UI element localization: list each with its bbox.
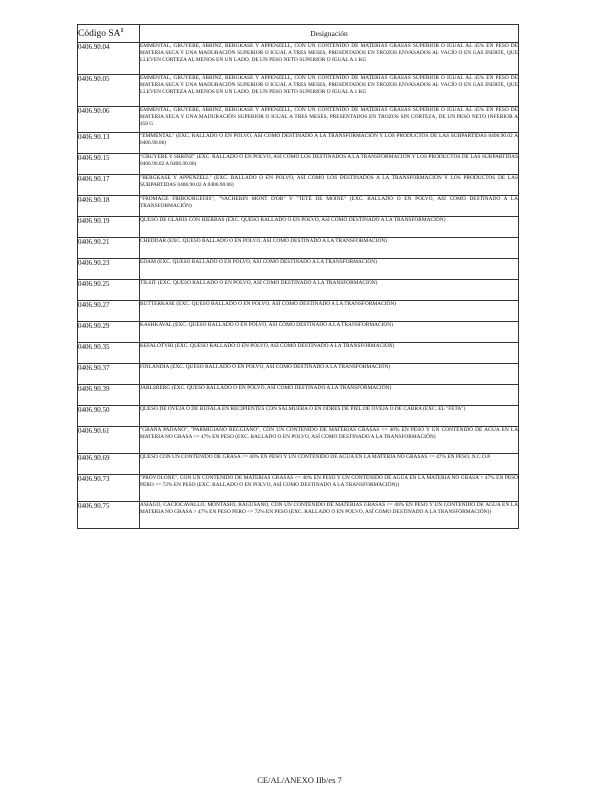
table-row [78, 475, 519, 502]
table-row [78, 154, 519, 175]
hs-code-cell: 0406.90.19 [78, 217, 140, 238]
table-row [78, 238, 519, 259]
hs-code-cell: 0406.90.06 [78, 107, 140, 133]
table-row [78, 502, 519, 529]
hs-code-cell: 0406.90.39 [78, 385, 140, 406]
table-row [78, 43, 519, 75]
tariff-table [77, 24, 519, 529]
hs-code-cell: 0406.90.73 [78, 475, 140, 502]
designation-cell: "GRANA PADANO", "PARMIGIANO REGGIANO", CON UN CONTENIDO DE MATERIAS GRASAS <= 40% EN PESO Y UN CONTENIDO DE AGUA EN LA MATERIA NO GRASA <= 47% EN PESO (EXC. RALLADO O EN POLVO, ASÍ COMO DESTINADO A LA TRANSFORMACIÓN) [140, 427, 519, 454]
header-code-label: Código SA [78, 29, 121, 40]
designation-cell: "BERGKASE Y APPENZELL" (EXC. RALLADO O EN POLVO, ASÍ COMO LOS DESTINADOS A LA TRANSFORMACIÓN Y LOS PRODUCTOS DE LAS SUBPARTIDAS 0406.90.02 A 0406.90.06) [140, 175, 519, 196]
designation-cell: EDAM (EXC. QUESO RALLADO O EN POLVO, ASÍ COMO DESTINADO A LA TRANSFORMACIÓN) [140, 259, 519, 280]
designation-cell: QUESO DE GLARIS CON HIERBAS (EXC. QUESO RALLADO O EN POLVO, ASÍ COMO DESTINADO A LA TRANSFORMACIÓN) [140, 217, 519, 238]
table-row [78, 364, 519, 385]
table-row [78, 427, 519, 454]
table-body [78, 43, 519, 529]
designation-cell: FINLANDIA (EXC. QUESO RALLADO O EN POLVO, ASÍ COMO DESTINADO A LA TRANSFORMACIÓN) [140, 364, 519, 385]
designation-cell: ASIAGO, CACIOCAVALLO, MONTASIO, RAGUSANO, CON UN CONTENIDO DE MATERIAS GRASAS <= 40% EN PESO Y UN CONTENIDO DE AGUA EN LA MATERIA NO GRASA > 47% EN PESO PERO <= 72% EN PESO (EXC. RALLADO O EN POLVO, ASÍ COMO DESTINADO A LA TRANSFORMACIÓN)) [140, 502, 519, 529]
designation-cell: EMMENTAL, GRUYÈRE, SBRINZ, BERGKÄSE Y APPENZELL, CON UN CONTENIDO DE MATERIAS GRASAS SUPERIOR O IGUAL AL 45% EN PESO DE MATERIA SECA Y UNA MADURACIÓN SUPERIOR O IGUAL A TRES MESES, PRESENTADOS EN TROZOS SIN CORTEZA, DE UN PESO NETO INFERIOR A 450 G [140, 107, 519, 133]
hs-code-cell: 0406.90.29 [78, 322, 140, 343]
table-header-row [78, 25, 519, 43]
table-row [78, 259, 519, 280]
table-row [78, 301, 519, 322]
hs-code-cell: 0406.90.50 [78, 406, 140, 427]
designation-cell: EMMENTAL, GRUYÈRE, SBRINZ, BERGKÄSE Y APPENZELL, CON UN CONTENIDO DE MATERIAS GRASAS SUPERIOR O IGUAL AL 45% EN PESO DE MATERIA SECA Y UNA MADURACIÓN SUPERIOR O IGUAL A TRES MESES, PRESENTADOS EN TROZOS ENVASADOS AL VACÍO O EN GAS INERTE, QUE LLEVEN CORTEZA AL MENOS EN UN LADO, DE UN PESO NETO SUPERIOR O IGUAL A 1 KG [140, 43, 519, 75]
table-row [78, 406, 519, 427]
hs-code-cell: 0406.90.13 [78, 133, 140, 154]
hs-code-cell: 0406.90.37 [78, 364, 140, 385]
designation-cell: BUTTERKASE (EXC. QUESO RALLADO O EN POLVO, ASÍ COMO DESTINADO A LA TRANSFORMACIÓN) [140, 301, 519, 322]
hs-code-cell: 0406.90.25 [78, 280, 140, 301]
table-row [78, 75, 519, 107]
hs-code-cell: 0406.90.05 [78, 75, 140, 107]
hs-code-cell: 0406.90.15 [78, 154, 140, 175]
hs-code-cell: 0406.90.18 [78, 196, 140, 217]
table-row [78, 196, 519, 217]
hs-code-cell: 0406.90.17 [78, 175, 140, 196]
table-row [78, 133, 519, 154]
designation-cell: "FROMAGE FRIBOURGEOIS", "VACHERIN MONT D'OR" Y "TÊTE DE MOINE" (EXC. RALLADO O EN POLVO, ASÍ COMO DESTINADO A LA TRANSFORMACIÓN) [140, 196, 519, 217]
designation-cell: JARLSBERG (EXC. QUESO RALLADO O EN POLVO, ASÍ COMO DESTINADO A LA TRANSFORMACIÓN) [140, 385, 519, 406]
hs-code-cell: 0406.90.35 [78, 343, 140, 364]
table-row [78, 385, 519, 406]
table-row [78, 107, 519, 133]
table-row [78, 175, 519, 196]
hs-code-cell: 0406.90.21 [78, 238, 140, 259]
footnote-marker: 1 [120, 27, 124, 34]
designation-cell: "EMMENTAL" (EXC. RALLADO O EN POLVO, ASÍ COMO DESTINADO A LA TRANSFORMACIÓN Y LOS PRODUCTOS DE LAS SUBPARTIDAS 0406.90.02 A 0406.90.06) [140, 133, 519, 154]
header-code [78, 25, 140, 43]
table-row [78, 217, 519, 238]
hs-code-cell: 0406.90.75 [78, 502, 140, 529]
hs-code-cell: 0406.90.69 [78, 454, 140, 475]
table-row [78, 343, 519, 364]
table-row [78, 322, 519, 343]
page-footer: CE/AL/ANEXO IIb/es 7 [257, 775, 342, 785]
hs-code-cell: 0406.90.04 [78, 43, 140, 75]
designation-cell: TILSIT (EXC. QUESO RALLADO O EN POLVO, ASÍ COMO DESTINADO A LA TRANSFORMACIÓN) [140, 280, 519, 301]
designation-cell: KEFALOTYRI (EXC. QUESO RALLADO O EN POLVO, ASÍ COMO DESTINADO A LA TRANSFORMACIÓN) [140, 343, 519, 364]
designation-cell: EMMENTAL, GRUYÈRE, SBRINZ, BERGKÄSE Y APPENZELL, CON UN CONTENIDO DE MATERIAS GRASAS SUPERIOR O IGUAL AL 45% EN PESO DE MATERIA SECA Y UNA MADURACIÓN SUPERIOR O IGUAL A TRES MESES, PRESENTADOS EN TROZOS ENVASADOS AL VACÍO O EN GAS INERTE, QUE LLEVEN CORTEZA AL MENOS EN UN LADO, DE UN PESO NETO SUPERIOR O IGUAL A 1 KG [140, 75, 519, 107]
hs-code-cell: 0406.90.61 [78, 427, 140, 454]
designation-cell: KASHKAVAL (EXC. QUESO RALLADO O EN POLVO, ASÍ COMO DESTINADO A LA TRANSFORMACIÓN) [140, 322, 519, 343]
designation-cell: QUESO CON UN CONTENIDO DE GRASA <= 40% EN PESO Y UN CONTENIDO DE AGUA EN LA MATERIA NO GRASAS <= 47% EN PESO, N.C.O.P. [140, 454, 519, 475]
header-designation: Designación [140, 25, 519, 43]
table-row [78, 280, 519, 301]
table-row [78, 454, 519, 475]
designation-cell: CHEDDAR (EXC. QUESO RALLADO O EN POLVO, ASÍ COMO DESTINADO A LA TRANSFORMACIÓN) [140, 238, 519, 259]
designation-cell: "PROVOLONE", CON UN CONTENIDO DE MATERIAS GRASAS <= 40% EN PESO Y UN CONTENIDO DE AGUA EN LA MATERIA NO GRASA > 47% EN PESO PERO <= 72% EN PESO (EXC. RALLADO O EN POLVO, ASÍ COMO DESTINADO A LA TRANSFORMACIÓN)) [140, 475, 519, 502]
hs-code-cell: 0406.90.23 [78, 259, 140, 280]
designation-cell: QUESO DE OVEJA O DE BÚFALA EN RECIPIENTES CON SALMUERA O EN ODRES DE PIEL DE OVEJA O DE CABRA (EXC. EL "FETA") [140, 406, 519, 427]
hs-code-cell: 0406.90.27 [78, 301, 140, 322]
designation-cell: "GRUYERE Y SBRINZ" (EXC. RALLADO O EN POLVO, ASÍ COMO LOS DESTINADOS A LA TRANSFORMACIÓN Y LOS PRODUCTOS DE LAS SUBPARTIDAS 0406.90.02 A 0406.90.06) [140, 154, 519, 175]
